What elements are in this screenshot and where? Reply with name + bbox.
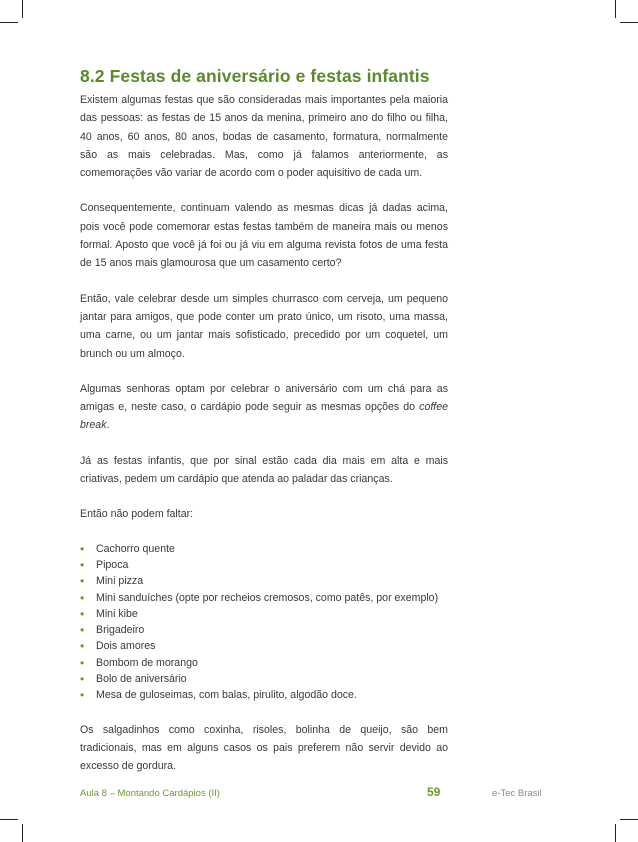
list-item [80,541,448,557]
bullet-icon: • [80,590,85,605]
crop-mark [615,824,616,842]
section-heading: 8.2 Festas de aniversário e festas infantis [80,66,430,86]
bullet-icon: • [80,672,85,687]
crop-mark [615,0,616,18]
bullet-icon: • [80,655,85,670]
list-item-text: Cachorro quente [96,542,175,555]
paragraph-tea-end: . [106,419,110,432]
list-item [80,606,448,622]
list-item-text: Bolo de aniversário [96,673,187,686]
paragraph-snacks: Os salgadinhos como coxinha, risoles, bolinha de queijo, são bem tradicionais, mas em alguns casos os pais preferem não servir devido ao excesso de gordura. [80,723,448,773]
list-item [80,638,448,654]
crop-mark [0,22,18,23]
list-item-text: Mini kibe [96,607,138,620]
list-item [80,622,448,638]
crop-mark [22,824,23,842]
list-item-text: Mini sanduíches (opte por recheios cremosos, como patês, por exemplo) [96,591,439,604]
paragraph-intro: Existem algumas festas que são consideradas mais importantes pela maioria das pessoas: as festas de 15 anos da menina, primeiro ano do filho ou filha, 40 anos, 60 anos, 80 anos, bodas de casamento, formatura, normalmente são as mais celebradas. Mas, como já falamos anteriormente, as comemorações vão variar de acordo com o poder aquisitivo de cada um. [80,94,448,180]
paragraph-tea [80,380,448,435]
list-item [80,687,448,703]
crop-mark [22,0,23,18]
paragraph-list-intro: Então não podem faltar: [80,508,194,521]
paragraph-kids-parties: Já as festas infantis, que por sinal estão cada dia mais em alta e mais criativas, pedem um cardápio que atenda ao paladar das crianças. [80,454,448,486]
bullet-icon: • [80,541,85,556]
crop-mark [0,819,18,820]
list-item [80,573,448,589]
crop-mark [620,22,638,23]
coffee-break-term: coffee break [80,401,448,432]
bullet-icon: • [80,639,85,654]
crop-mark [620,819,638,820]
list-item-text: Brigadeiro [96,624,145,637]
list-item-text: Mini pizza [96,575,144,588]
list-item-text: Bombom de morango [96,656,198,669]
bullet-icon: • [80,623,85,638]
paragraph-celebrate: Então, vale celebrar desde um simples churrasco com cerveja, um pequeno jantar para amigos, que pode conter um prato único, um risoto, uma massa, uma carne, ou um jantar mais sofisticado, precedido por um coquetel, um brunch ou um almoço. [80,292,448,360]
bullet-icon: • [80,606,85,621]
page-number: 59 [427,785,441,799]
paragraph-tea-text: Algumas senhoras optam por celebrar o aniversário com um chá para as amigas e, neste caso, o cardápio pode seguir as mesmas opções do [80,382,448,414]
page-content [80,66,448,793]
bullet-icon: • [80,574,85,589]
list-item-text: Mesa de guloseimas, com balas, pirulito, algodão doce. [96,689,357,702]
list-item-text: Dois amores [96,640,156,653]
list-item [80,590,448,606]
footer-course-title: Aula 8 – Montando Cardápios (II) [80,788,220,799]
list-item [80,557,448,573]
paragraph-consequently: Consequentemente, continuam valendo as mesmas dicas já dadas acima, pois você pode comemorar estas festas também de maneira mais ou menos formal. Aposto que você já foi ou já viu em alguma revista fotos de uma festa de 15 anos mais glamourosa que um casamento certo? [80,202,448,270]
bullet-icon: • [80,557,85,572]
party-items-list [80,541,448,704]
list-item [80,671,448,687]
list-item-text: Pipoca [96,558,129,571]
footer-publisher: e-Tec Brasil [492,788,542,799]
bullet-icon: • [80,688,85,703]
list-item [80,655,448,671]
